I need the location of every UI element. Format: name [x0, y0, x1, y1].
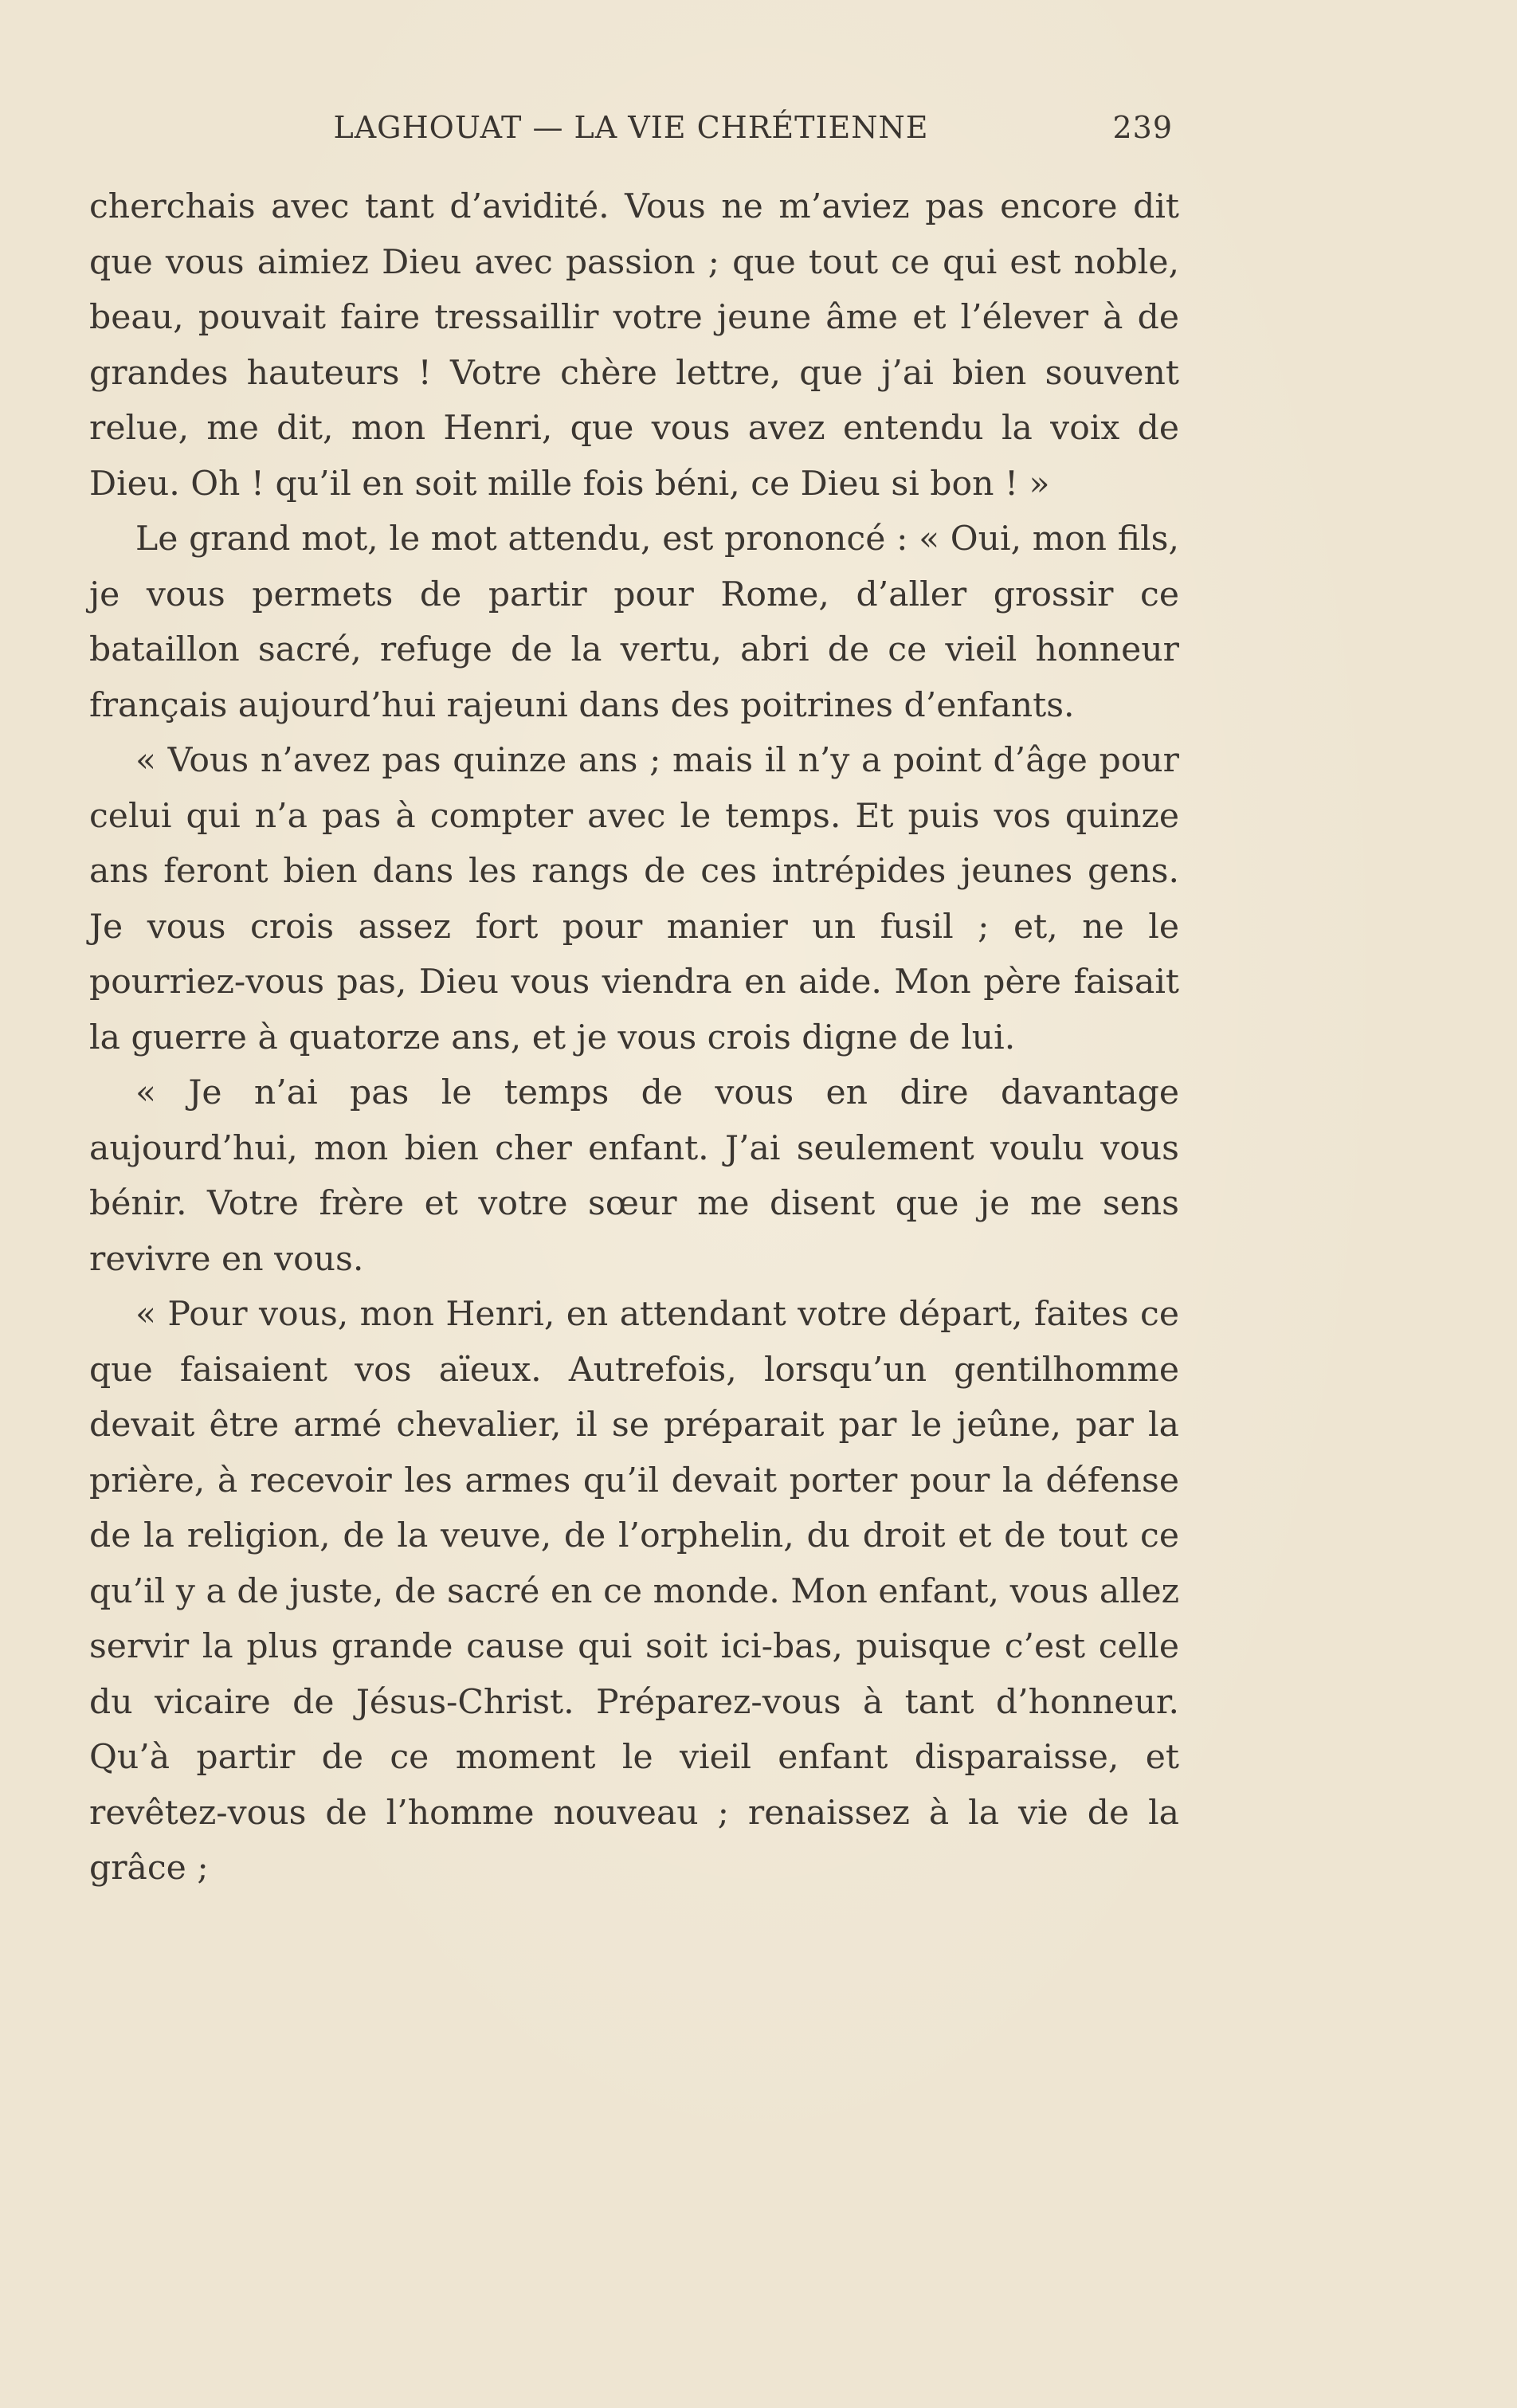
paragraph: « Pour vous, mon Henri, en attendant votre départ, faites ce que faisaient vos aïeux. Autrefois, lorsqu’un gentilhomme devait être armé chevalier, il se préparait par le jeûne, par la prière, à recevoir les armes qu’il devait porter pour la défense de la religion, de la veuve, de l’orphelin, du droit et de tout ce qu’il y a de juste, de sacré en ce monde. Mon enfant, vous allez servir la plus grande cause qui soit ici-bas, puisque c’est celle du vicaire de Jésus-Christ. Préparez-vous à tant d’honneur. Qu’à partir de ce moment le vieil enfant disparaisse, et revêtez-vous de l’homme nouveau ; renaissez à la vie de la grâce ;	[89, 1295, 1179, 1888]
page-header	[89, 110, 1173, 158]
running-title: LAGHOUAT — LA VIE CHRÉTIENNE	[333, 110, 929, 145]
paragraph: « Je n’ai pas le temps de vous en dire davantage aujourd’hui, mon bien cher enfant. J’ai seulement voulu vous bénir. Votre frère et votre sœur me disent que je me sens revivre en vous.	[89, 1073, 1179, 1279]
paragraph: « Vous n’avez pas quinze ans ; mais il n’y a point d’âge pour celui qui n’a pas à compter avec le temps. Et puis vos quinze ans feront bien dans les rangs de ces intrépides jeunes gens. Je vous crois assez fort pour manier un fusil ; et, ne le pourriez-vous pas, Dieu vous viendra en aide. Mon père faisait la guerre à quatorze ans, et je vous crois digne de lui.	[89, 741, 1179, 1057]
paragraph: Le grand mot, le mot attendu, est prononcé : « Oui, mon fils, je vous permets de partir pour Rome, d’aller grossir ce bataillon sacré, refuge de la vertu, abri de ce vieil honneur français aujourd’hui rajeuni dans des poitrines d’enfants.	[89, 520, 1179, 725]
paragraph: cherchais avec tant d’avidité. Vous ne m’aviez pas encore dit que vous aimiez Dieu avec passion ; que tout ce qui est noble, beau, pouvait faire tressaillir votre jeune âme et l’élever à de grandes hauteurs ! Votre chère lettre, que j’ai bien souvent relue, me dit, mon Henri, que vous avez entendu la voix de Dieu. Oh ! qu’il en soit mille fois béni, ce Dieu si bon ! »	[89, 187, 1179, 504]
body-text	[89, 179, 1179, 1896]
page-number: 239	[1112, 110, 1173, 145]
